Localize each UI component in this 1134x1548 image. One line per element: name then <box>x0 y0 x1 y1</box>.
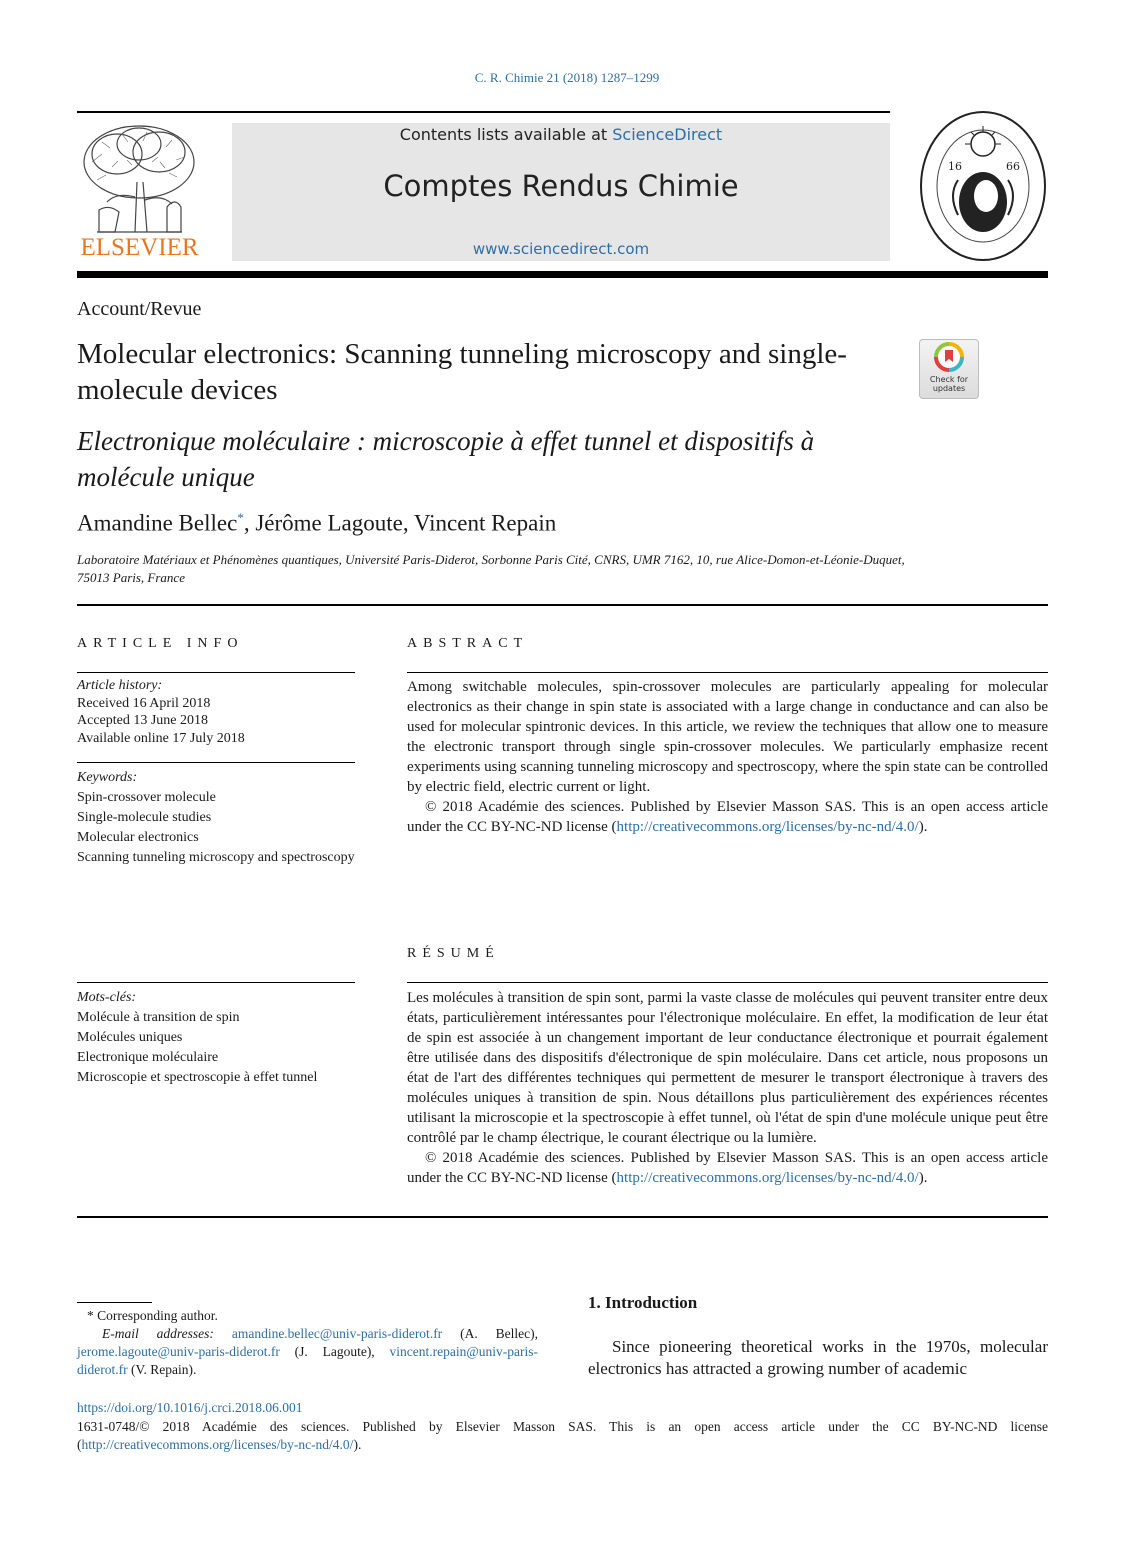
divider <box>407 672 1048 673</box>
license-link[interactable]: http://creativecommons.org/licenses/by-nc-nd/4.0/ <box>81 1437 354 1452</box>
copyright-close: ). <box>918 1170 928 1186</box>
email-link[interactable]: amandine.bellec@univ-paris-diderot.fr <box>231 1326 443 1341</box>
divider <box>77 672 355 673</box>
check-updates-label: Check for updates <box>929 375 969 393</box>
article-type: Account/Revue <box>77 298 202 320</box>
introduction-heading: 1. Introduction <box>588 1293 698 1312</box>
journal-banner <box>232 123 890 261</box>
author-name: Amandine Bellec <box>77 510 238 536</box>
email-owner: (A. Bellec), <box>442 1326 538 1341</box>
abstract-body <box>407 677 1048 837</box>
journal-title: Comptes Rendus Chimie <box>383 169 739 203</box>
article-title: Molecular electronics: Scanning tunneling microscopy and single-molecule devices <box>77 338 847 406</box>
motscle-item: Molécules uniques <box>77 1030 183 1045</box>
article-history <box>77 677 362 747</box>
keywords <box>77 768 362 868</box>
sciencedirect-link[interactable]: ScienceDirect <box>612 125 723 144</box>
academie-seal <box>918 110 1048 262</box>
introduction-text: Since pioneering theoretical works in the 1970s, molecular electronics has attracted a growing number of academic <box>588 1337 1048 1378</box>
author-list <box>77 510 556 537</box>
resume-paragraph: Les molécules à transition de spin sont, parmi la vaste classe de molécules qui peuvent transiter entre deux états, particulièrement intéressantes pour l'électronique moléculaire. En effet, la modification de leur état de spin est associée à un changement important de leur conductance électronique et pourrait également être utilisée dans des dispositifs d'électronique de spin moléculaire. Dans cet article, nous proposons un état de l'art des différentes techniques qui permettent de mesurer le transport électronique à travers des molécules uniques à transition de spin. Nous détaillons plus particulièrement des expériences récentes utilisant la microscopie et la spectroscopie à effet tunnel, où l'état de spin d'une molécule unique peut être contrôlé par le champ électrique, le courant électrique ou la lumière. <box>407 990 1048 1146</box>
check-updates-icon <box>920 340 978 376</box>
corresponding-author-note: * Corresponding author. <box>87 1308 218 1323</box>
email-owner: (J. Lagoute), <box>279 1344 390 1359</box>
issn-text: 1631-0748/© 2018 Académie des sciences. Published by Elsevier Masson SAS. This is an open access article under the CC BY-NC-ND license ( <box>77 1419 1048 1452</box>
author-names-rest: , Jérôme Lagoute, Vincent Repain <box>243 510 557 536</box>
copyright-text: © 2018 Académie des sciences. Published by Elsevier Masson SAS. This is an open access article under the CC BY-NC-ND license ( <box>407 799 1048 835</box>
mots-cles <box>77 988 362 1088</box>
license-link[interactable]: http://creativecommons.org/licenses/by-nc-nd/4.0/ <box>616 1170 919 1186</box>
affiliation: Laboratoire Matériaux et Phénomènes quantiques, Université Paris-Diderot, Sorbonne Paris Cité, CNRS, UMR 7162, 10, rue Alice-Domon-et-Léonie-Duquet, 75013 Paris, France <box>77 552 905 585</box>
copyright-text: © 2018 Académie des sciences. Published by Elsevier Masson SAS. This is an open access article under the CC BY-NC-ND license ( <box>407 1150 1048 1186</box>
article-title-french: Electronique moléculaire : microscopie à effet tunnel et dispositifs à molécule unique <box>77 426 815 492</box>
email-link[interactable]: jerome.lagoute@univ-paris-diderot.fr <box>77 1344 280 1359</box>
license-link[interactable]: http://creativecommons.org/licenses/by-nc-nd/4.0/ <box>616 819 919 835</box>
copyright-close: ). <box>918 819 928 835</box>
motscle-item: Molécule à transition de spin <box>77 1010 240 1025</box>
motscle-item: Electronique moléculaire <box>77 1050 219 1065</box>
check-for-updates-button[interactable] <box>919 339 979 399</box>
abstract-heading: ABSTRACT <box>407 636 529 651</box>
journal-url-link[interactable]: www.sciencedirect.com <box>472 240 650 258</box>
resume-heading: RÉSUMÉ <box>407 946 500 961</box>
elsevier-logo[interactable] <box>77 122 202 262</box>
resume-copyright <box>407 1148 1048 1188</box>
keyword-item: Scanning tunneling microscopy and spectroscopy <box>77 850 355 865</box>
accepted-date: Accepted 13 June 2018 <box>77 713 209 728</box>
journal-citation: C. R. Chimie 21 (2018) 1287–1299 <box>474 70 660 85</box>
divider <box>77 982 355 983</box>
seal-year-right: 66 <box>1006 160 1020 173</box>
divider <box>407 982 1048 983</box>
contents-line <box>232 125 890 144</box>
abstract-copyright <box>407 797 1048 837</box>
divider <box>77 762 355 763</box>
article-info-heading: ARTICLE INFO <box>77 636 244 651</box>
elsevier-wordmark: ELSEVIER <box>80 234 199 261</box>
header-rule <box>77 111 890 113</box>
history-label: Article history: <box>77 678 163 693</box>
email-owner: (V. Repain). <box>127 1362 197 1377</box>
issn-copyright <box>77 1418 1048 1454</box>
email-link[interactable]: vincent.repain@univ-paris-diderot.fr <box>77 1344 538 1377</box>
keyword-item: Molecular electronics <box>77 830 199 845</box>
academie-seal-icon <box>918 110 1048 262</box>
elsevier-tree-icon <box>77 122 202 237</box>
abstract-paragraph: Among switchable molecules, spin-crossover molecules are particularly appealing for molecular electronics as their change in spin state is associated with a large change in conductance and can also be used for molecular spintronic devices. In this article, we review the techniques that allow one to measure the electronic transport through single spin-crossover molecules. We particularly emphasize recent experiments using scanning tunneling microscopy and spectroscopy, where the spin state can be controlled by electric field, electric current or light. <box>407 679 1048 795</box>
keyword-item: Spin-crossover molecule <box>77 790 216 805</box>
online-date: Available online 17 July 2018 <box>77 730 245 746</box>
motscle-item: Microscopie et spectroscopie à effet tunnel <box>77 1070 318 1085</box>
contents-prefix: Contents lists available at <box>399 125 613 144</box>
email-addresses <box>77 1325 538 1379</box>
seal-year-left: 16 <box>948 160 962 173</box>
motscles-label: Mots-clés: <box>77 990 137 1005</box>
doi-link[interactable]: https://doi.org/10.1016/j.crci.2018.06.001 <box>77 1400 303 1415</box>
footnote <box>77 1307 538 1379</box>
section-rule <box>77 604 1048 606</box>
email-label: E-mail addresses: <box>102 1326 214 1341</box>
footnote-rule <box>77 1302 152 1303</box>
section-end-rule <box>77 1216 1048 1218</box>
issn-close: ). <box>353 1437 362 1452</box>
keywords-label: Keywords: <box>77 770 138 785</box>
corresponding-author-mark[interactable]: * <box>237 510 244 525</box>
keyword-item: Single-molecule studies <box>77 810 212 825</box>
resume-body <box>407 988 1048 1188</box>
received-date: Received 16 April 2018 <box>77 695 211 711</box>
header-thick-rule <box>77 271 1048 278</box>
